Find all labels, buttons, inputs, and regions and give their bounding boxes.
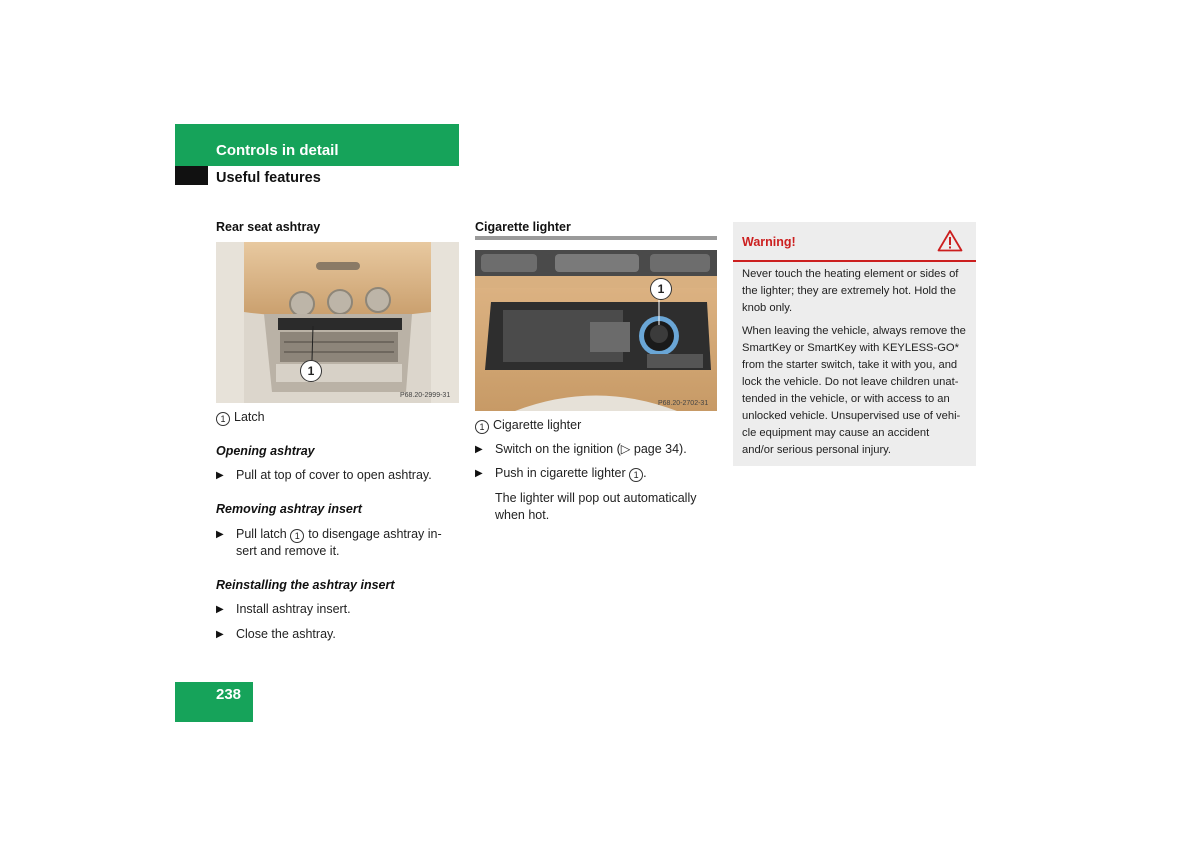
bullet-arrow-icon: ▶ (216, 629, 224, 640)
warning-paragraph-2 (742, 323, 972, 459)
warning-title: Warning! (742, 235, 796, 249)
warning-line: cle equipment may cause an accident (742, 427, 930, 439)
step-text: Close the ashtray. (236, 627, 336, 641)
legend-latch (216, 409, 265, 426)
opening-ashtray-heading: Opening ashtray (216, 444, 315, 458)
note-line-2: when hot. (495, 508, 550, 522)
photo-code: P68.20-2702-31 (658, 400, 709, 407)
rear-seat-ashtray-photo (216, 242, 459, 403)
step-text: Pull at top of cover to open ashtray. (236, 468, 432, 482)
warning-paragraph-1 (742, 266, 972, 317)
step-text: Install ashtray insert. (236, 602, 351, 616)
warning-line: the lighter; they are extremely hot. Hold the (742, 285, 956, 297)
bullet-arrow-icon: ▶ (475, 468, 483, 479)
legend-number: 1 (216, 412, 230, 426)
legend-cigarette-lighter (475, 417, 581, 434)
warning-triangle-icon (937, 229, 963, 257)
rear-seat-ashtray-heading: Rear seat ashtray (216, 220, 321, 234)
page-ref-arrow-icon: ▷ (620, 442, 631, 456)
lighter-step-2 (475, 465, 717, 482)
lighter-note (495, 490, 717, 524)
warning-line: When leaving the vehicle, always remove the (742, 325, 966, 337)
reinstall-step-2 (216, 626, 459, 643)
warning-line: unlocked vehicle. Unsupervised use of vehi- (742, 410, 961, 422)
warning-line: tended in the vehicle, or with access to an (742, 393, 950, 405)
warning-line: and/or serious personal injury. (742, 444, 892, 456)
ashtray-illustration (216, 242, 459, 403)
legend-number: 1 (475, 420, 489, 434)
reinstall-heading: Reinstalling the ashtray insert (216, 578, 395, 592)
step-text-pre: Switch on the ignition ( (495, 442, 621, 456)
bullet-arrow-icon: ▶ (475, 444, 483, 455)
inline-callout: 1 (290, 529, 304, 543)
header-black-tab (175, 166, 208, 185)
inline-callout: 1 (629, 468, 643, 482)
note-line-1: The lighter will pop out automatically (495, 491, 697, 505)
removing-insert-heading: Removing ashtray insert (216, 502, 362, 516)
step-text-line2: sert and remove it. (236, 544, 340, 558)
page-number-box (175, 682, 253, 722)
step-text-post: . (643, 466, 647, 480)
heading-rule (475, 236, 717, 240)
removing-step (216, 526, 459, 560)
cigarette-lighter-heading: Cigarette lighter (475, 220, 571, 234)
cigarette-lighter-photo (475, 250, 717, 411)
lighter-step-1 (475, 441, 717, 458)
legend-text: Cigarette lighter (493, 418, 582, 432)
warning-line: Never touch the heating element or sides of (742, 268, 959, 280)
warning-line: lock the vehicle. Do not leave children unat- (742, 376, 959, 388)
warning-line: SmartKey or SmartKey with KEYLESS-GO* (742, 342, 959, 354)
warning-line: knob only. (742, 302, 793, 314)
step-text (495, 441, 687, 458)
section-title: Controls in detail (216, 142, 339, 159)
reinstall-step-1 (216, 601, 459, 618)
lighter-illustration (475, 250, 717, 411)
opening-step (216, 467, 459, 484)
step-text-pre: Push in cigarette lighter (495, 466, 626, 480)
photo-code: P68.20-2999-31 (400, 392, 451, 399)
bullet-arrow-icon: ▶ (216, 529, 224, 540)
bullet-arrow-icon: ▶ (216, 604, 224, 615)
step-text (495, 465, 647, 482)
callout-1-badge: 1 (650, 278, 672, 300)
step-text-pre: Pull latch (236, 527, 287, 541)
callout-1-badge: 1 (300, 360, 322, 382)
step-text (236, 526, 442, 560)
step-text-line1: to disengage ashtray in- (308, 527, 442, 541)
warning-divider (733, 260, 976, 262)
bullet-arrow-icon: ▶ (216, 470, 224, 481)
page-number: 238 (216, 686, 242, 703)
subsection-title: Useful features (216, 170, 321, 186)
legend-text: Latch (234, 410, 265, 424)
warning-line: from the starter switch, take it with you, and (742, 359, 958, 371)
step-text-post: page 34). (630, 442, 687, 456)
